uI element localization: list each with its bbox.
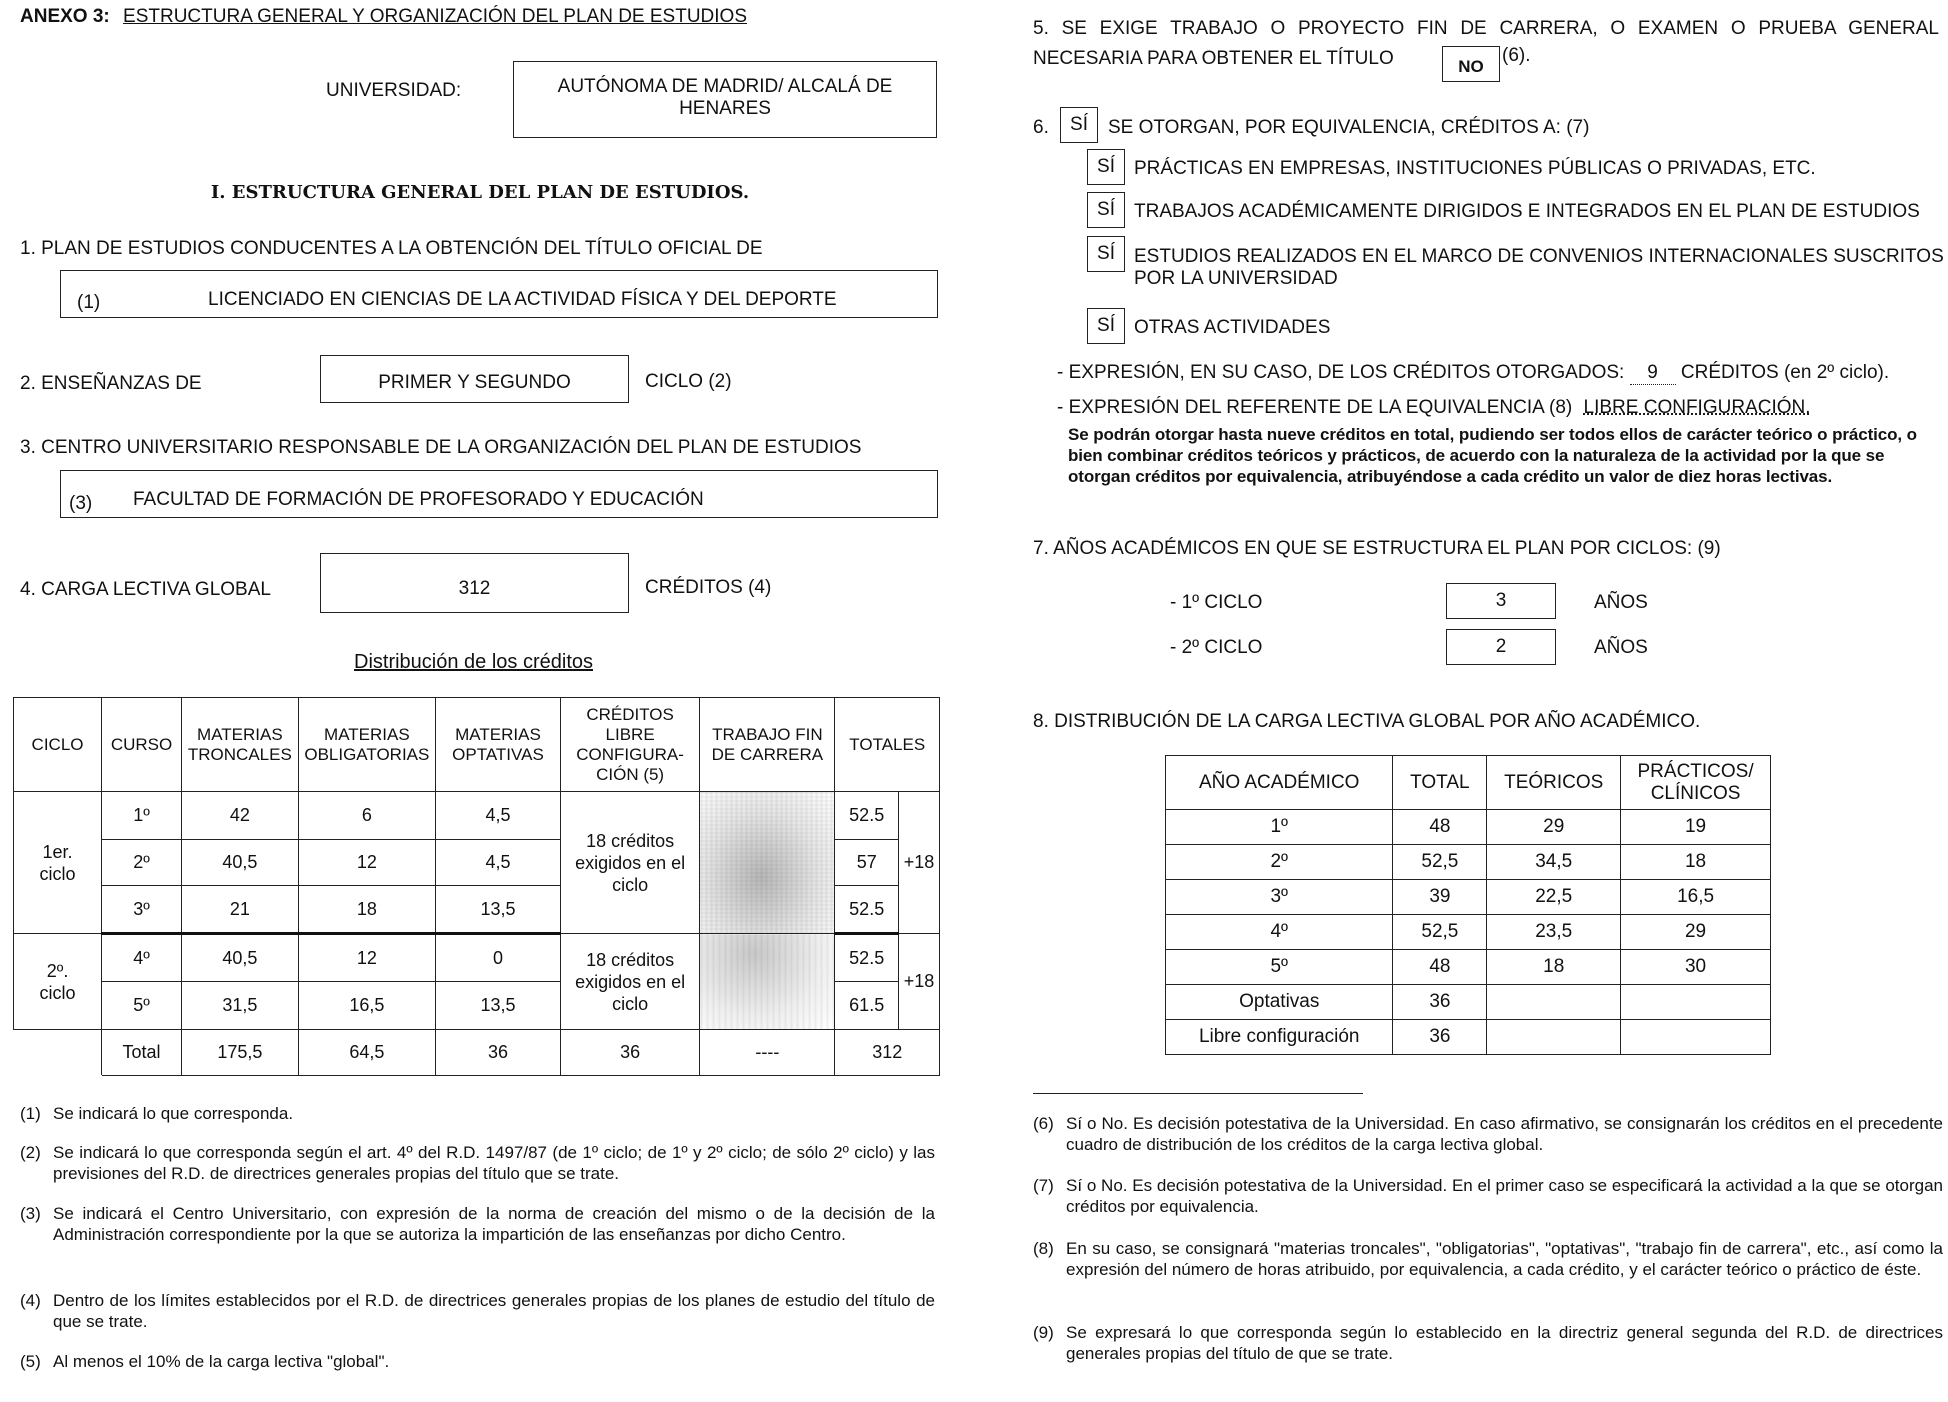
row4-optativas: 0 (435, 934, 560, 982)
year2-teoricos: 34,5 (1487, 845, 1621, 880)
cycle2-years-box (1446, 629, 1556, 665)
option1-label: PRÁCTICAS EN EMPRESAS, INSTITUCIONES PÚBLICAS O PRIVADAS, ETC. (1134, 158, 1816, 179)
footnote-6 (1033, 1113, 1943, 1155)
optativas-practicos (1621, 985, 1771, 1020)
optativas-teoricos (1487, 985, 1621, 1020)
item5-value: NO (1458, 57, 1484, 76)
cycle1-years-value: 3 (1495, 590, 1507, 611)
year5-label: 5º (1166, 950, 1393, 985)
university-box (513, 61, 937, 138)
total-optativas: 36 (435, 1030, 560, 1076)
annex-label: ANEXO 3: (20, 6, 110, 27)
cycle2-row-label: - 2º CICLO (1170, 637, 1263, 658)
option2-check: SÍ (1087, 192, 1125, 228)
credit-distribution-table (13, 697, 940, 1076)
footnote-2-text: Se indicará lo que corresponda según el art. 4º del R.D. 1497/87 (de 1º ciclo; de 1º y 2º ciclo; de sólo 2º ciclo) y las previsiones del R.D. de directrices generales propias del título que se trate. (53, 1143, 935, 1183)
year2-label: 2º (1166, 845, 1393, 880)
cycle2-trabajo-scan (700, 934, 835, 1030)
row3-total: 52.5 (835, 886, 899, 934)
year5-total: 48 (1393, 950, 1487, 985)
row4-curso: 4º (102, 934, 182, 982)
row1-curso: 1º (102, 792, 182, 840)
cycle2-years-value: 2 (1495, 636, 1507, 657)
footnote-8-text: En su caso, se consignará "materias troncales", "obligatorias", "optativas", "trabajo fin de carrera", etc., así como la expresión del número de horas atribuido, por equivalencia, a cada crédito, y el carácter teórico o práctico de éste. (1066, 1239, 1943, 1279)
libre-practicos (1621, 1020, 1771, 1055)
academic-year-table (1165, 755, 1771, 1055)
row3-curso: 3º (102, 886, 182, 934)
total-troncales: 175,5 (181, 1030, 298, 1076)
footnote-divider (1033, 1093, 1363, 1094)
annex-heading (20, 6, 747, 28)
option3-check: SÍ (1087, 236, 1125, 272)
expr1-value: 9 (1630, 362, 1676, 385)
row2-curso: 2º (102, 840, 182, 886)
row5-troncales: 31,5 (181, 982, 298, 1030)
footnote-9 (1033, 1322, 1943, 1364)
item6-text: SE OTORGAN, POR EQUIVALENCIA, CRÉDITOS A: (7) (1108, 117, 1590, 138)
th-optativas: MATERIAS OPTATIVAS (435, 698, 560, 792)
section-title: I. ESTRUCTURA GENERAL DEL PLAN DE ESTUDIOS. (210, 182, 750, 203)
dist-title: Distribución de los créditos (354, 651, 593, 673)
footnote-3 (20, 1203, 935, 1245)
option1-check: SÍ (1087, 149, 1125, 185)
th-total: TOTAL (1393, 756, 1487, 810)
footnote-5-text: Al menos el 10% de la carga lectiva "global". (53, 1352, 390, 1371)
year2-practicos: 18 (1621, 845, 1771, 880)
th-teoricos: TEÓRICOS (1487, 756, 1621, 810)
year3-practicos: 16,5 (1621, 880, 1771, 915)
option4-label: OTRAS ACTIVIDADES (1134, 317, 1331, 338)
row5-optativas: 13,5 (435, 982, 560, 1030)
row1-optativas: 4,5 (435, 792, 560, 840)
year4-label: 4º (1166, 915, 1393, 950)
th-totales: TOTALES (835, 698, 940, 792)
cycle1-label: 1er. ciclo (14, 792, 102, 934)
cycle2-label: 2º. ciclo (14, 934, 102, 1030)
total-row-blank (14, 1030, 102, 1076)
item6-num: 6. (1033, 117, 1049, 138)
cycle1-row-label: - 1º CICLO (1170, 592, 1263, 613)
th-curso: CURSO (102, 698, 182, 792)
th-trabajo: TRABAJO FIN DE CARRERA (700, 698, 835, 792)
total-label: Total (102, 1030, 182, 1076)
item1-box (60, 270, 938, 318)
item2-value: PRIMER Y SEGUNDO (378, 372, 571, 393)
th-ano: AÑO ACADÉMICO (1166, 756, 1393, 810)
item4-value: 312 (458, 578, 491, 599)
item4-label: 4. CARGA LECTIVA GLOBAL (20, 579, 271, 600)
row3-troncales: 21 (181, 886, 298, 934)
row5-total: 61.5 (835, 982, 899, 1030)
university-label: UNIVERSIDAD: (326, 80, 462, 101)
total-libre: 36 (560, 1030, 699, 1076)
footnote-2-num: (2) (20, 1143, 41, 1162)
cycle2-years-unit: AÑOS (1594, 637, 1648, 658)
item5-box (1442, 46, 1500, 82)
row2-optativas: 4,5 (435, 840, 560, 886)
option2-label: TRABAJOS ACADÉMICAMENTE DIRIGIDOS E INTEGRADOS EN EL PLAN DE ESTUDIOS (1134, 201, 1920, 222)
footnote-3-num: (3) (20, 1204, 41, 1223)
row2-obligatorias: 12 (298, 840, 435, 886)
expr2-value: LIBRE CONFIGURACIÓN. (1583, 397, 1811, 418)
expr2-prefix: - EXPRESIÓN DEL REFERENTE DE LA EQUIVALENCIA (8) (1057, 397, 1573, 418)
footnote-9-num: (9) (1033, 1323, 1054, 1342)
footnote-3-text: Se indicará el Centro Universitario, con expresión de la norma de creación del mismo o de la decisión de la Administración correspondiente por la que se autoriza la impartición de las enseñanzas por dicho Centro. (53, 1204, 935, 1244)
th-troncales: MATERIAS TRONCALES (181, 698, 298, 792)
item6-check: SÍ (1060, 107, 1098, 143)
item8-text: 8. DISTRIBUCIÓN DE LA CARGA LECTIVA GLOBAL POR AÑO ACADÉMICO. (1033, 711, 1701, 732)
th-obligatorias: MATERIAS OBLIGATORIAS (298, 698, 435, 792)
year4-teoricos: 23,5 (1487, 915, 1621, 950)
row4-total: 52.5 (835, 934, 899, 982)
item3-ref: (3) (69, 493, 93, 514)
year5-teoricos: 18 (1487, 950, 1621, 985)
item7-text: 7. AÑOS ACADÉMICOS EN QUE SE ESTRUCTURA EL PLAN POR CICLOS: (9) (1033, 538, 1721, 559)
footnote-1 (20, 1103, 935, 1124)
year1-practicos: 19 (1621, 810, 1771, 845)
row1-obligatorias: 6 (298, 792, 435, 840)
option4-check: SÍ (1087, 308, 1125, 344)
th-practicos: PRÁCTICOS/ CLÍNICOS (1621, 756, 1771, 810)
item3-label: 3. CENTRO UNIVERSITARIO RESPONSABLE DE LA ORGANIZACIÓN DEL PLAN DE ESTUDIOS (20, 437, 862, 458)
year5-practicos: 30 (1621, 950, 1771, 985)
footnote-9-text: Se expresará lo que corresponda según lo establecido en la directriz general segunda del R.D. de directrices generales propias del título de que se trate. (1066, 1323, 1943, 1363)
libre-teoricos (1487, 1020, 1621, 1055)
expr2-line (1057, 397, 1811, 419)
footnote-7 (1033, 1175, 1943, 1217)
footnote-8-num: (8) (1033, 1239, 1054, 1258)
year3-teoricos: 22,5 (1487, 880, 1621, 915)
row2-troncales: 40,5 (181, 840, 298, 886)
footnote-7-text: Sí o No. Es decisión potestativa de la Universidad. En el primer caso se especificará la actividad a la que se otorgan créditos por equivalencia. (1066, 1176, 1943, 1216)
cycle1-years-unit: AÑOS (1594, 592, 1648, 613)
year1-total: 48 (1393, 810, 1487, 845)
item4-suffix: CRÉDITOS (4) (645, 577, 772, 598)
row3-optativas: 13,5 (435, 886, 560, 934)
row3-obligatorias: 18 (298, 886, 435, 934)
year4-total: 52,5 (1393, 915, 1487, 950)
annex-title: ESTRUCTURA GENERAL Y ORGANIZACIÓN DEL PLAN DE ESTUDIOS (123, 6, 747, 27)
cycle1-plus: +18 (898, 792, 939, 934)
footnote-6-text: Sí o No. Es decisión potestativa de la Universidad. En caso afirmativo, se consignarán los créditos en el precedente cuadro de distribución de los créditos de la carga lectiva global. (1066, 1114, 1943, 1154)
libre-label: Libre configuración (1166, 1020, 1393, 1055)
optativas-total: 36 (1393, 985, 1487, 1020)
total-obligatorias: 64,5 (298, 1030, 435, 1076)
item4-box (320, 553, 629, 613)
expr1-suffix: CRÉDITOS (en 2º ciclo). (1680, 362, 1890, 383)
item2-label: 2. ENSEÑANZAS DE (20, 373, 202, 394)
footnote-8 (1033, 1238, 1943, 1280)
footnote-1-num: (1) (20, 1104, 41, 1123)
footnote-6-num: (6) (1033, 1114, 1054, 1133)
cycle1-trabajo-scan (700, 792, 835, 934)
expr1-line (1057, 362, 1889, 385)
libre-total: 36 (1393, 1020, 1487, 1055)
item2-suffix: CICLO (2) (645, 371, 732, 392)
cycle1-libre: 18 créditos exigidos en el ciclo (560, 792, 699, 934)
item5-text: 5. SE EXIGE TRABAJO O PROYECTO FIN DE CARRERA, O EXAMEN O PRUEBA GENERAL NECESARIA PARA OBTENER EL TÍTULO (1033, 18, 1939, 69)
item5-ref: (6). (1502, 45, 1531, 66)
footnote-5-num: (5) (20, 1352, 41, 1371)
cycle1-years-box (1446, 583, 1556, 619)
row4-obligatorias: 12 (298, 934, 435, 982)
option3-label: ESTUDIOS REALIZADOS EN EL MARCO DE CONVENIOS INTERNACIONALES SUSCRITOS POR LA UNIVERSIDAD (1134, 246, 1944, 289)
item2-box (320, 355, 629, 403)
year4-practicos: 29 (1621, 915, 1771, 950)
year2-total: 52,5 (1393, 845, 1487, 880)
row2-total: 57 (835, 840, 899, 886)
footnote-4-text: Dentro de los límites establecidos por el R.D. de directrices generales propias de los planes de estudio del título de que se trate. (53, 1291, 935, 1331)
footnote-1-text: Se indicará lo que corresponda. (53, 1104, 294, 1123)
th-libre: CRÉDITOS LIBRE CONFIGURA-CIÓN (5) (560, 698, 699, 792)
row4-troncales: 40,5 (181, 934, 298, 982)
row5-obligatorias: 16,5 (298, 982, 435, 1030)
row1-troncales: 42 (181, 792, 298, 840)
cycle2-plus: +18 (898, 934, 939, 1030)
row1-total: 52.5 (835, 792, 899, 840)
expr-paragraph: Se podrán otorgar hasta nueve créditos en total, pudiendo ser todos ellos de carácter teórico o práctico, o bien combinar créditos teóricos y prácticos, de acuerdo con la naturaleza de la actividad por la que se otorgan créditos por equivalencia, atribuyéndose a cada crédito un valor de diez horas lectivas. (1068, 425, 1917, 486)
total-total: 312 (835, 1030, 940, 1076)
footnote-7-num: (7) (1033, 1176, 1054, 1195)
item1-label: 1. PLAN DE ESTUDIOS CONDUCENTES A LA OBTENCIÓN DEL TÍTULO OFICIAL DE (20, 238, 763, 259)
item3-box (60, 470, 938, 518)
year1-teoricos: 29 (1487, 810, 1621, 845)
cycle2-libre: 18 créditos exigidos en el ciclo (560, 934, 699, 1030)
footnote-4-num: (4) (20, 1291, 41, 1310)
item1-value: LICENCIADO EN CIENCIAS DE LA ACTIVIDAD FÍSICA Y DEL DEPORTE (208, 289, 837, 310)
item3-value: FACULTAD DE FORMACIÓN DE PROFESORADO Y EDUCACIÓN (133, 489, 704, 510)
year1-label: 1º (1166, 810, 1393, 845)
footnote-2 (20, 1142, 935, 1184)
year3-label: 3º (1166, 880, 1393, 915)
optativas-label: Optativas (1166, 985, 1393, 1020)
total-trabajo: ---- (700, 1030, 835, 1076)
expr1-prefix: - EXPRESIÓN, EN SU CASO, DE LOS CRÉDITOS OTORGADOS: (1057, 362, 1625, 383)
footnote-5 (20, 1351, 935, 1372)
th-ciclo: CICLO (14, 698, 102, 792)
university-value: AUTÓNOMA DE MADRID/ ALCALÁ DE HENARES (557, 76, 893, 119)
footnote-4 (20, 1290, 935, 1332)
year3-total: 39 (1393, 880, 1487, 915)
item1-ref: (1) (77, 292, 101, 313)
row5-curso: 5º (102, 982, 182, 1030)
